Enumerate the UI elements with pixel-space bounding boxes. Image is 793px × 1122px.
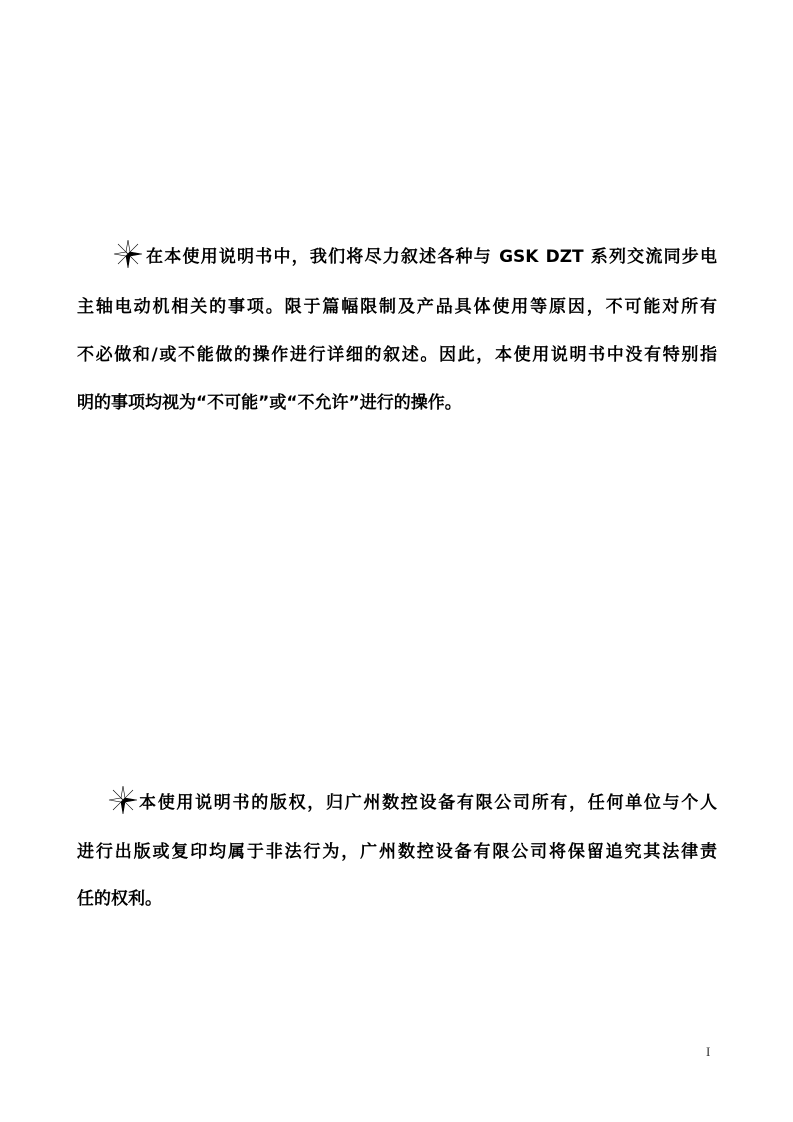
paragraph-2-line-2: 进行出版或复印均属于非法行为，广州数控设备有限公司将保留追究其法律责 bbox=[77, 842, 717, 862]
paragraph-1-line-1: 在本使用说明书中，我们将尽力叙述各种与 GSK DZT 系列交流同步电 bbox=[146, 247, 717, 267]
compass-star-icon bbox=[107, 786, 139, 814]
compass-star-icon bbox=[112, 240, 144, 268]
paragraph-1-line-3: 不必做和/或不能做的操作进行详细的叙述。因此，本使用说明书中没有特别指 bbox=[77, 345, 717, 365]
paragraph-2-line-1: 本使用说明书的版权，归广州数控设备有限公司所有，任何单位与个人 bbox=[139, 793, 717, 813]
paragraph-2-line-3: 任的权利。 bbox=[77, 889, 162, 909]
paragraph-1-line-2: 主轴电动机相关的事项。限于篇幅限制及产品具体使用等原因，不可能对所有 bbox=[77, 297, 717, 317]
page-number: I bbox=[706, 1044, 711, 1059]
paragraph-1-line-4: 明的事项均视为“不可能”或“不允许”进行的操作。 bbox=[77, 393, 462, 413]
